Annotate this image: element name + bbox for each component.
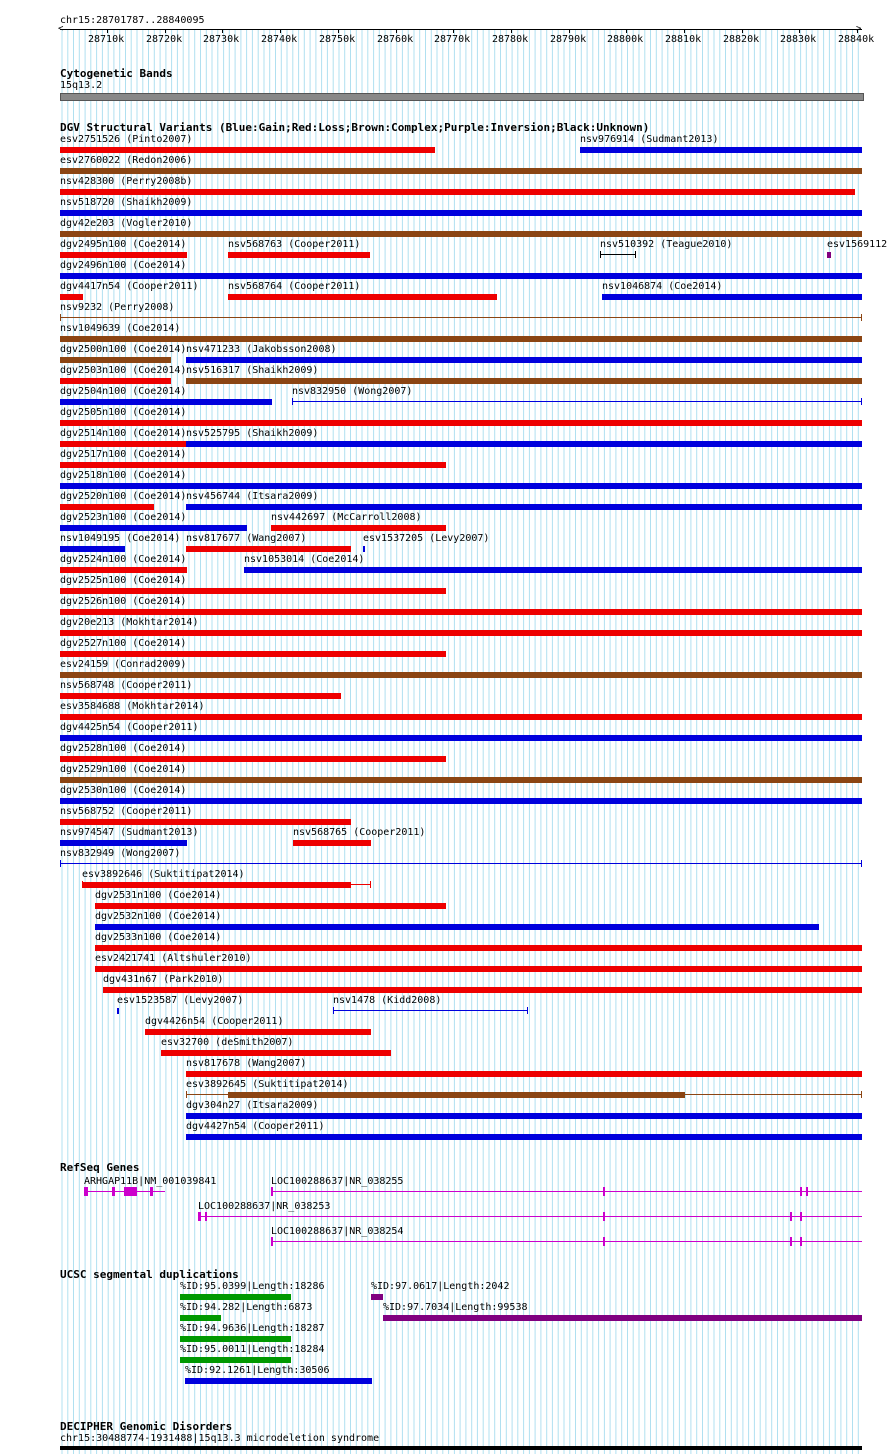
- sv-feature-bar[interactable]: [186, 1113, 862, 1119]
- gene-exon[interactable]: [112, 1187, 115, 1196]
- sv-feature-bar[interactable]: [60, 588, 446, 594]
- sv-feature-label[interactable]: nsv976914 (Sudmant2013): [580, 134, 719, 145]
- sv-feature-label[interactable]: dgv4426n54 (Cooper2011): [145, 1016, 284, 1027]
- axis-tick: [165, 29, 166, 33]
- axis-tick-label: 28800k: [607, 34, 644, 45]
- sv-feature-label[interactable]: nsv568752 (Cooper2011): [60, 806, 193, 817]
- gene-exon[interactable]: [603, 1212, 605, 1221]
- sv-feature-bar[interactable]: [60, 357, 171, 363]
- sv-feature-bar[interactable]: [95, 924, 819, 930]
- decipher-feature-label[interactable]: chr15:30488774-1931488|15q13.3 microdeletion syndrome: [60, 1433, 380, 1444]
- sv-feature-label[interactable]: esv2760022 (Redon2006): [60, 155, 193, 166]
- sv-feature-label[interactable]: esv3892646 (Suktitipat2014): [82, 869, 245, 880]
- sv-feature-label[interactable]: dgv2528n100 (Coe2014): [60, 743, 187, 754]
- sv-feature-end-tick: [333, 1007, 334, 1014]
- gene-exon[interactable]: [205, 1212, 207, 1221]
- sv-feature-bar[interactable]: [228, 294, 497, 300]
- sv-feature-end-tick: [861, 860, 862, 867]
- gene-exon[interactable]: [800, 1237, 802, 1246]
- gene-label[interactable]: LOC100288637|NR_038255: [271, 1176, 404, 1187]
- sv-feature-label[interactable]: dgv4425n54 (Cooper2011): [60, 722, 199, 733]
- dgv-track-title[interactable]: DGV Structural Variants (Blue:Gain;Red:Loss;Brown:Complex;Purple:Inversion;Black:Unknown): [60, 121, 650, 134]
- segdup-label[interactable]: %ID:94.9636|Length:18287: [180, 1323, 325, 1334]
- sv-feature-end-tick: [861, 314, 862, 321]
- sv-feature-bar[interactable]: [117, 1008, 119, 1014]
- gene-exon[interactable]: [806, 1187, 808, 1196]
- sv-feature-bar[interactable]: [363, 546, 365, 552]
- sv-feature-line[interactable]: [333, 1010, 528, 1011]
- sv-feature-label[interactable]: dgv2496n100 (Coe2014): [60, 260, 187, 271]
- sv-feature-bar[interactable]: [244, 567, 862, 573]
- sv-feature-bar[interactable]: [60, 546, 125, 552]
- sv-feature-bar[interactable]: [186, 441, 862, 447]
- gene-exon[interactable]: [800, 1212, 802, 1221]
- axis-tick: [280, 29, 281, 33]
- axis-tick-label: 28750k: [319, 34, 356, 45]
- sv-feature-label[interactable]: esv1537205 (Levy2007): [363, 533, 490, 544]
- sv-feature-label[interactable]: dgv2495n100 (Coe2014): [60, 239, 187, 250]
- axis-tick-label: 28840k: [838, 34, 875, 45]
- sv-feature-label[interactable]: nsv9232 (Perry2008): [60, 302, 175, 313]
- sv-feature-label[interactable]: dgv2533n100 (Coe2014): [95, 932, 222, 943]
- segdup-bar[interactable]: [185, 1378, 372, 1384]
- sv-feature-label[interactable]: nsv568765 (Cooper2011): [293, 827, 426, 838]
- sv-feature-line[interactable]: [60, 863, 862, 864]
- sv-feature-bar[interactable]: [228, 1092, 685, 1098]
- sv-feature-bar[interactable]: [60, 399, 272, 405]
- axis-tick-label: 28770k: [434, 34, 471, 45]
- sv-feature-bar[interactable]: [60, 273, 862, 279]
- sv-feature-label[interactable]: dgv4427n54 (Cooper2011): [186, 1121, 325, 1132]
- sv-feature-bar[interactable]: [60, 231, 862, 237]
- sv-feature-label[interactable]: dgv2531n100 (Coe2014): [95, 890, 222, 901]
- sv-feature-bar[interactable]: [60, 735, 862, 741]
- gene-label[interactable]: LOC100288637|NR_038253: [198, 1201, 331, 1212]
- sv-feature-end-tick: [861, 398, 862, 405]
- sv-feature-bar[interactable]: [60, 777, 862, 783]
- sv-feature-label[interactable]: nsv832949 (Wong2007): [60, 848, 181, 859]
- gene-exon[interactable]: [790, 1212, 792, 1221]
- sv-feature-label[interactable]: dgv2523n100 (Coe2014): [60, 512, 187, 523]
- axis-tick-label: 28730k: [203, 34, 240, 45]
- sv-feature-label[interactable]: dgv2505n100 (Coe2014): [60, 407, 187, 418]
- sv-feature-bar[interactable]: [60, 462, 446, 468]
- cytoband-label: 15q13.2: [60, 80, 103, 91]
- sv-feature-bar[interactable]: [60, 483, 862, 489]
- sv-feature-end-tick: [60, 314, 61, 321]
- sv-feature-label[interactable]: dgv2500n100 (Coe2014): [60, 344, 187, 355]
- sv-feature-label[interactable]: esv2421741 (Altshuler2010): [95, 953, 252, 964]
- sv-feature-bar[interactable]: [60, 420, 862, 426]
- sv-feature-bar[interactable]: [186, 504, 862, 510]
- sv-feature-label[interactable]: nsv817677 (Wang2007): [186, 533, 307, 544]
- sv-feature-label[interactable]: dgv2520n100 (Coe2014): [60, 491, 187, 502]
- axis-tick: [453, 29, 454, 33]
- sv-feature-label[interactable]: nsv428300 (Perry2008b): [60, 176, 193, 187]
- sv-feature-label[interactable]: nsv516317 (Shaikh2009): [186, 365, 319, 376]
- axis-tick: [107, 29, 108, 33]
- sv-feature-bar[interactable]: [827, 252, 831, 258]
- axis-tick-label: 28740k: [261, 34, 298, 45]
- sv-feature-label[interactable]: nsv568748 (Cooper2011): [60, 680, 193, 691]
- sv-feature-label[interactable]: dgv2517n100 (Coe2014): [60, 449, 187, 460]
- gene-exon[interactable]: [800, 1187, 802, 1196]
- sv-feature-label[interactable]: dgv4417n54 (Cooper2011): [60, 281, 199, 292]
- cytoband-bar[interactable]: [60, 93, 864, 101]
- sv-feature-bar[interactable]: [60, 441, 186, 447]
- segdup-bar[interactable]: [383, 1315, 862, 1321]
- sv-feature-label[interactable]: dgv42e203 (Vogler2010): [60, 218, 193, 229]
- sv-feature-end-tick: [635, 251, 636, 258]
- sv-feature-end-tick: [600, 251, 601, 258]
- axis-tick-label: 28790k: [550, 34, 587, 45]
- sv-feature-bar[interactable]: [60, 525, 247, 531]
- sv-feature-label[interactable]: nsv442697 (McCarroll2008): [271, 512, 422, 523]
- gene-exon[interactable]: [271, 1187, 273, 1196]
- sv-feature-bar[interactable]: [186, 357, 862, 363]
- sv-feature-bar[interactable]: [60, 630, 862, 636]
- sv-feature-label[interactable]: dgv2526n100 (Coe2014): [60, 596, 187, 607]
- sv-feature-bar[interactable]: [186, 546, 351, 552]
- sv-feature-label[interactable]: nsv832950 (Wong2007): [292, 386, 413, 397]
- gene-intron-line[interactable]: [271, 1241, 862, 1242]
- axis-tick-label: 28720k: [146, 34, 183, 45]
- sv-feature-label[interactable]: nsv1049195 (Coe2014): [60, 533, 181, 544]
- gene-exon[interactable]: [150, 1187, 153, 1196]
- sv-feature-bar[interactable]: [60, 651, 446, 657]
- sv-feature-end-tick: [292, 398, 293, 405]
- segdup-label[interactable]: %ID:97.7034|Length:99538: [383, 1302, 528, 1313]
- sv-feature-bar[interactable]: [60, 294, 83, 300]
- sv-feature-label[interactable]: nsv525795 (Shaikh2009): [186, 428, 319, 439]
- axis-tick: [799, 29, 800, 33]
- sv-feature-bar[interactable]: [580, 147, 862, 153]
- sv-feature-bar[interactable]: [60, 693, 341, 699]
- axis-tick-label: 28820k: [723, 34, 760, 45]
- sv-feature-bar[interactable]: [60, 504, 154, 510]
- sv-feature-bar[interactable]: [60, 798, 862, 804]
- sv-feature-label[interactable]: dgv2527n100 (Coe2014): [60, 638, 187, 649]
- ruler-arrow-left-icon: <: [58, 24, 64, 34]
- decipher-track-title[interactable]: DECIPHER Genomic Disorders: [60, 1420, 233, 1433]
- sv-feature-label[interactable]: nsv817678 (Wang2007): [186, 1058, 307, 1069]
- sv-feature-label[interactable]: nsv974547 (Sudmant2013): [60, 827, 199, 838]
- sv-feature-label[interactable]: dgv2525n100 (Coe2014): [60, 575, 187, 586]
- sv-feature-bar[interactable]: [60, 189, 855, 195]
- position-label: chr15:28701787..28840095: [60, 15, 205, 26]
- sv-feature-label[interactable]: dgv431n67 (Park2010): [103, 974, 224, 985]
- sv-feature-bar[interactable]: [60, 672, 862, 678]
- sv-feature-label[interactable]: dgv2529n100 (Coe2014): [60, 764, 187, 775]
- sv-feature-line[interactable]: [600, 254, 636, 255]
- axis-tick: [569, 29, 570, 33]
- sv-feature-label[interactable]: nsv1053014 (Coe2014): [244, 554, 365, 565]
- sv-feature-label[interactable]: esv32700 (deSmith2007): [161, 1037, 294, 1048]
- sv-feature-end-tick: [370, 881, 371, 888]
- segdup-label[interactable]: %ID:94.282|Length:6873: [180, 1302, 313, 1313]
- axis-tick-label: 28830k: [780, 34, 817, 45]
- sv-feature-end-tick: [527, 1007, 528, 1014]
- axis-tick: [511, 29, 512, 33]
- sv-feature-bar[interactable]: [103, 987, 862, 993]
- axis-tick: [626, 29, 627, 33]
- axis-tick: [338, 29, 339, 33]
- sv-feature-bar[interactable]: [293, 840, 371, 846]
- sv-feature-label[interactable]: nsv1049639 (Coe2014): [60, 323, 181, 334]
- sv-feature-line[interactable]: [60, 317, 862, 318]
- sv-feature-bar[interactable]: [60, 168, 862, 174]
- segdup-bar[interactable]: [371, 1294, 383, 1300]
- segdup-bar[interactable]: [180, 1357, 291, 1363]
- gene-exon[interactable]: [603, 1187, 605, 1196]
- sv-feature-label[interactable]: nsv568764 (Cooper2011): [228, 281, 361, 292]
- sv-feature-label[interactable]: esv2751526 (Pinto2007): [60, 134, 193, 145]
- axis-tick-label: 28760k: [377, 34, 414, 45]
- sv-feature-bar[interactable]: [60, 252, 187, 258]
- sv-feature-bar[interactable]: [161, 1050, 391, 1056]
- sv-feature-label[interactable]: nsv518720 (Shaikh2009): [60, 197, 193, 208]
- axis-tick-label: 28780k: [492, 34, 529, 45]
- axis-tick-label: 28710k: [88, 34, 125, 45]
- axis-tick: [396, 29, 397, 33]
- sv-feature-bar[interactable]: [60, 840, 187, 846]
- sv-feature-label[interactable]: nsv1046874 (Coe2014): [602, 281, 723, 292]
- segdup-track-title[interactable]: UCSC segmental duplications: [60, 1268, 239, 1281]
- sv-feature-bar[interactable]: [228, 252, 370, 258]
- sv-feature-bar[interactable]: [60, 756, 446, 762]
- sv-feature-label[interactable]: nsv568763 (Cooper2011): [228, 239, 361, 250]
- segdup-label[interactable]: %ID:95.0011|Length:18284: [180, 1344, 325, 1355]
- sv-feature-end-tick: [60, 860, 61, 867]
- sv-feature-label[interactable]: dgv2503n100 (Coe2014): [60, 365, 187, 376]
- segdup-bar[interactable]: [180, 1315, 221, 1321]
- sv-feature-bar[interactable]: [60, 378, 171, 384]
- sv-feature-bar[interactable]: [82, 882, 351, 888]
- gene-intron-line[interactable]: [271, 1191, 862, 1192]
- gene-exon[interactable]: [603, 1237, 605, 1246]
- sv-feature-label[interactable]: dgv2514n100 (Coe2014): [60, 428, 187, 439]
- decipher-feature-bar[interactable]: [60, 1446, 862, 1450]
- segdup-label[interactable]: %ID:97.0617|Length:2042: [371, 1281, 510, 1292]
- sv-feature-end-tick: [861, 1091, 862, 1098]
- sv-feature-label[interactable]: dgv2504n100 (Coe2014): [60, 386, 187, 397]
- sv-feature-label[interactable]: nsv456744 (Itsara2009): [186, 491, 319, 502]
- sv-feature-bar[interactable]: [60, 336, 862, 342]
- sv-feature-label[interactable]: nsv1478 (Kidd2008): [333, 995, 442, 1006]
- sv-feature-label[interactable]: dgv304n27 (Itsara2009): [186, 1100, 319, 1111]
- sv-feature-label[interactable]: dgv2530n100 (Coe2014): [60, 785, 187, 796]
- gene-label[interactable]: ARHGAP11B|NM_001039841: [84, 1176, 217, 1187]
- sv-feature-bar[interactable]: [271, 525, 446, 531]
- gene-exon[interactable]: [198, 1212, 201, 1221]
- sv-feature-label[interactable]: nsv510392 (Teague2010): [600, 239, 733, 250]
- sv-feature-bar[interactable]: [60, 714, 862, 720]
- sv-feature-bar[interactable]: [95, 966, 862, 972]
- sv-feature-label[interactable]: esv1523587 (Levy2007): [117, 995, 244, 1006]
- segdup-bar[interactable]: [180, 1336, 291, 1342]
- gene-exon[interactable]: [84, 1187, 88, 1196]
- gene-exon[interactable]: [124, 1187, 137, 1196]
- sv-feature-bar[interactable]: [186, 1071, 862, 1077]
- sv-feature-label[interactable]: dgv2532n100 (Coe2014): [95, 911, 222, 922]
- gene-label[interactable]: LOC100288637|NR_038254: [271, 1226, 404, 1237]
- sv-feature-bar[interactable]: [60, 567, 187, 573]
- sv-feature-bar[interactable]: [60, 210, 862, 216]
- axis-tick-label: 28810k: [665, 34, 702, 45]
- sv-feature-label[interactable]: dgv20e213 (Mokhtar2014): [60, 617, 199, 628]
- refseq-track-title[interactable]: RefSeq Genes: [60, 1161, 140, 1174]
- axis-tick: [684, 29, 685, 33]
- sv-feature-line[interactable]: [292, 401, 862, 402]
- sv-feature-bar[interactable]: [60, 147, 435, 153]
- sv-feature-bar[interactable]: [602, 294, 862, 300]
- axis-tick: [222, 29, 223, 33]
- segdup-bar[interactable]: [180, 1294, 291, 1300]
- sv-feature-label[interactable]: nsv471233 (Jakobsson2008): [186, 344, 337, 355]
- sv-feature-label[interactable]: dgv2524n100 (Coe2014): [60, 554, 187, 565]
- segdup-label[interactable]: %ID:92.1261|Length:30506: [185, 1365, 330, 1376]
- sv-feature-bar[interactable]: [60, 819, 351, 825]
- sv-feature-label[interactable]: esv3584688 (Mokhtar2014): [60, 701, 205, 712]
- sv-feature-bar[interactable]: [186, 378, 862, 384]
- sv-feature-bar[interactable]: [95, 903, 446, 909]
- sv-feature-bar[interactable]: [60, 609, 862, 615]
- sv-feature-bar[interactable]: [95, 945, 862, 951]
- segdup-label[interactable]: %ID:95.0399|Length:18286: [180, 1281, 325, 1292]
- gene-intron-line[interactable]: [198, 1216, 862, 1217]
- gene-exon[interactable]: [271, 1237, 273, 1246]
- sv-feature-end-tick: [186, 1091, 187, 1098]
- sv-feature-label[interactable]: esv24159 (Conrad2009): [60, 659, 187, 670]
- sv-feature-bar[interactable]: [186, 1134, 862, 1140]
- cytoband-track-title[interactable]: Cytogenetic Bands: [60, 67, 173, 80]
- sv-feature-label[interactable]: esv3892645 (Suktitipat2014): [186, 1079, 349, 1090]
- sv-feature-bar[interactable]: [145, 1029, 371, 1035]
- sv-feature-label[interactable]: esv1569112: [827, 239, 888, 250]
- sv-feature-label[interactable]: dgv2518n100 (Coe2014): [60, 470, 187, 481]
- ruler-arrow-right-icon: >: [856, 24, 862, 34]
- gene-exon[interactable]: [790, 1237, 792, 1246]
- axis-tick: [742, 29, 743, 33]
